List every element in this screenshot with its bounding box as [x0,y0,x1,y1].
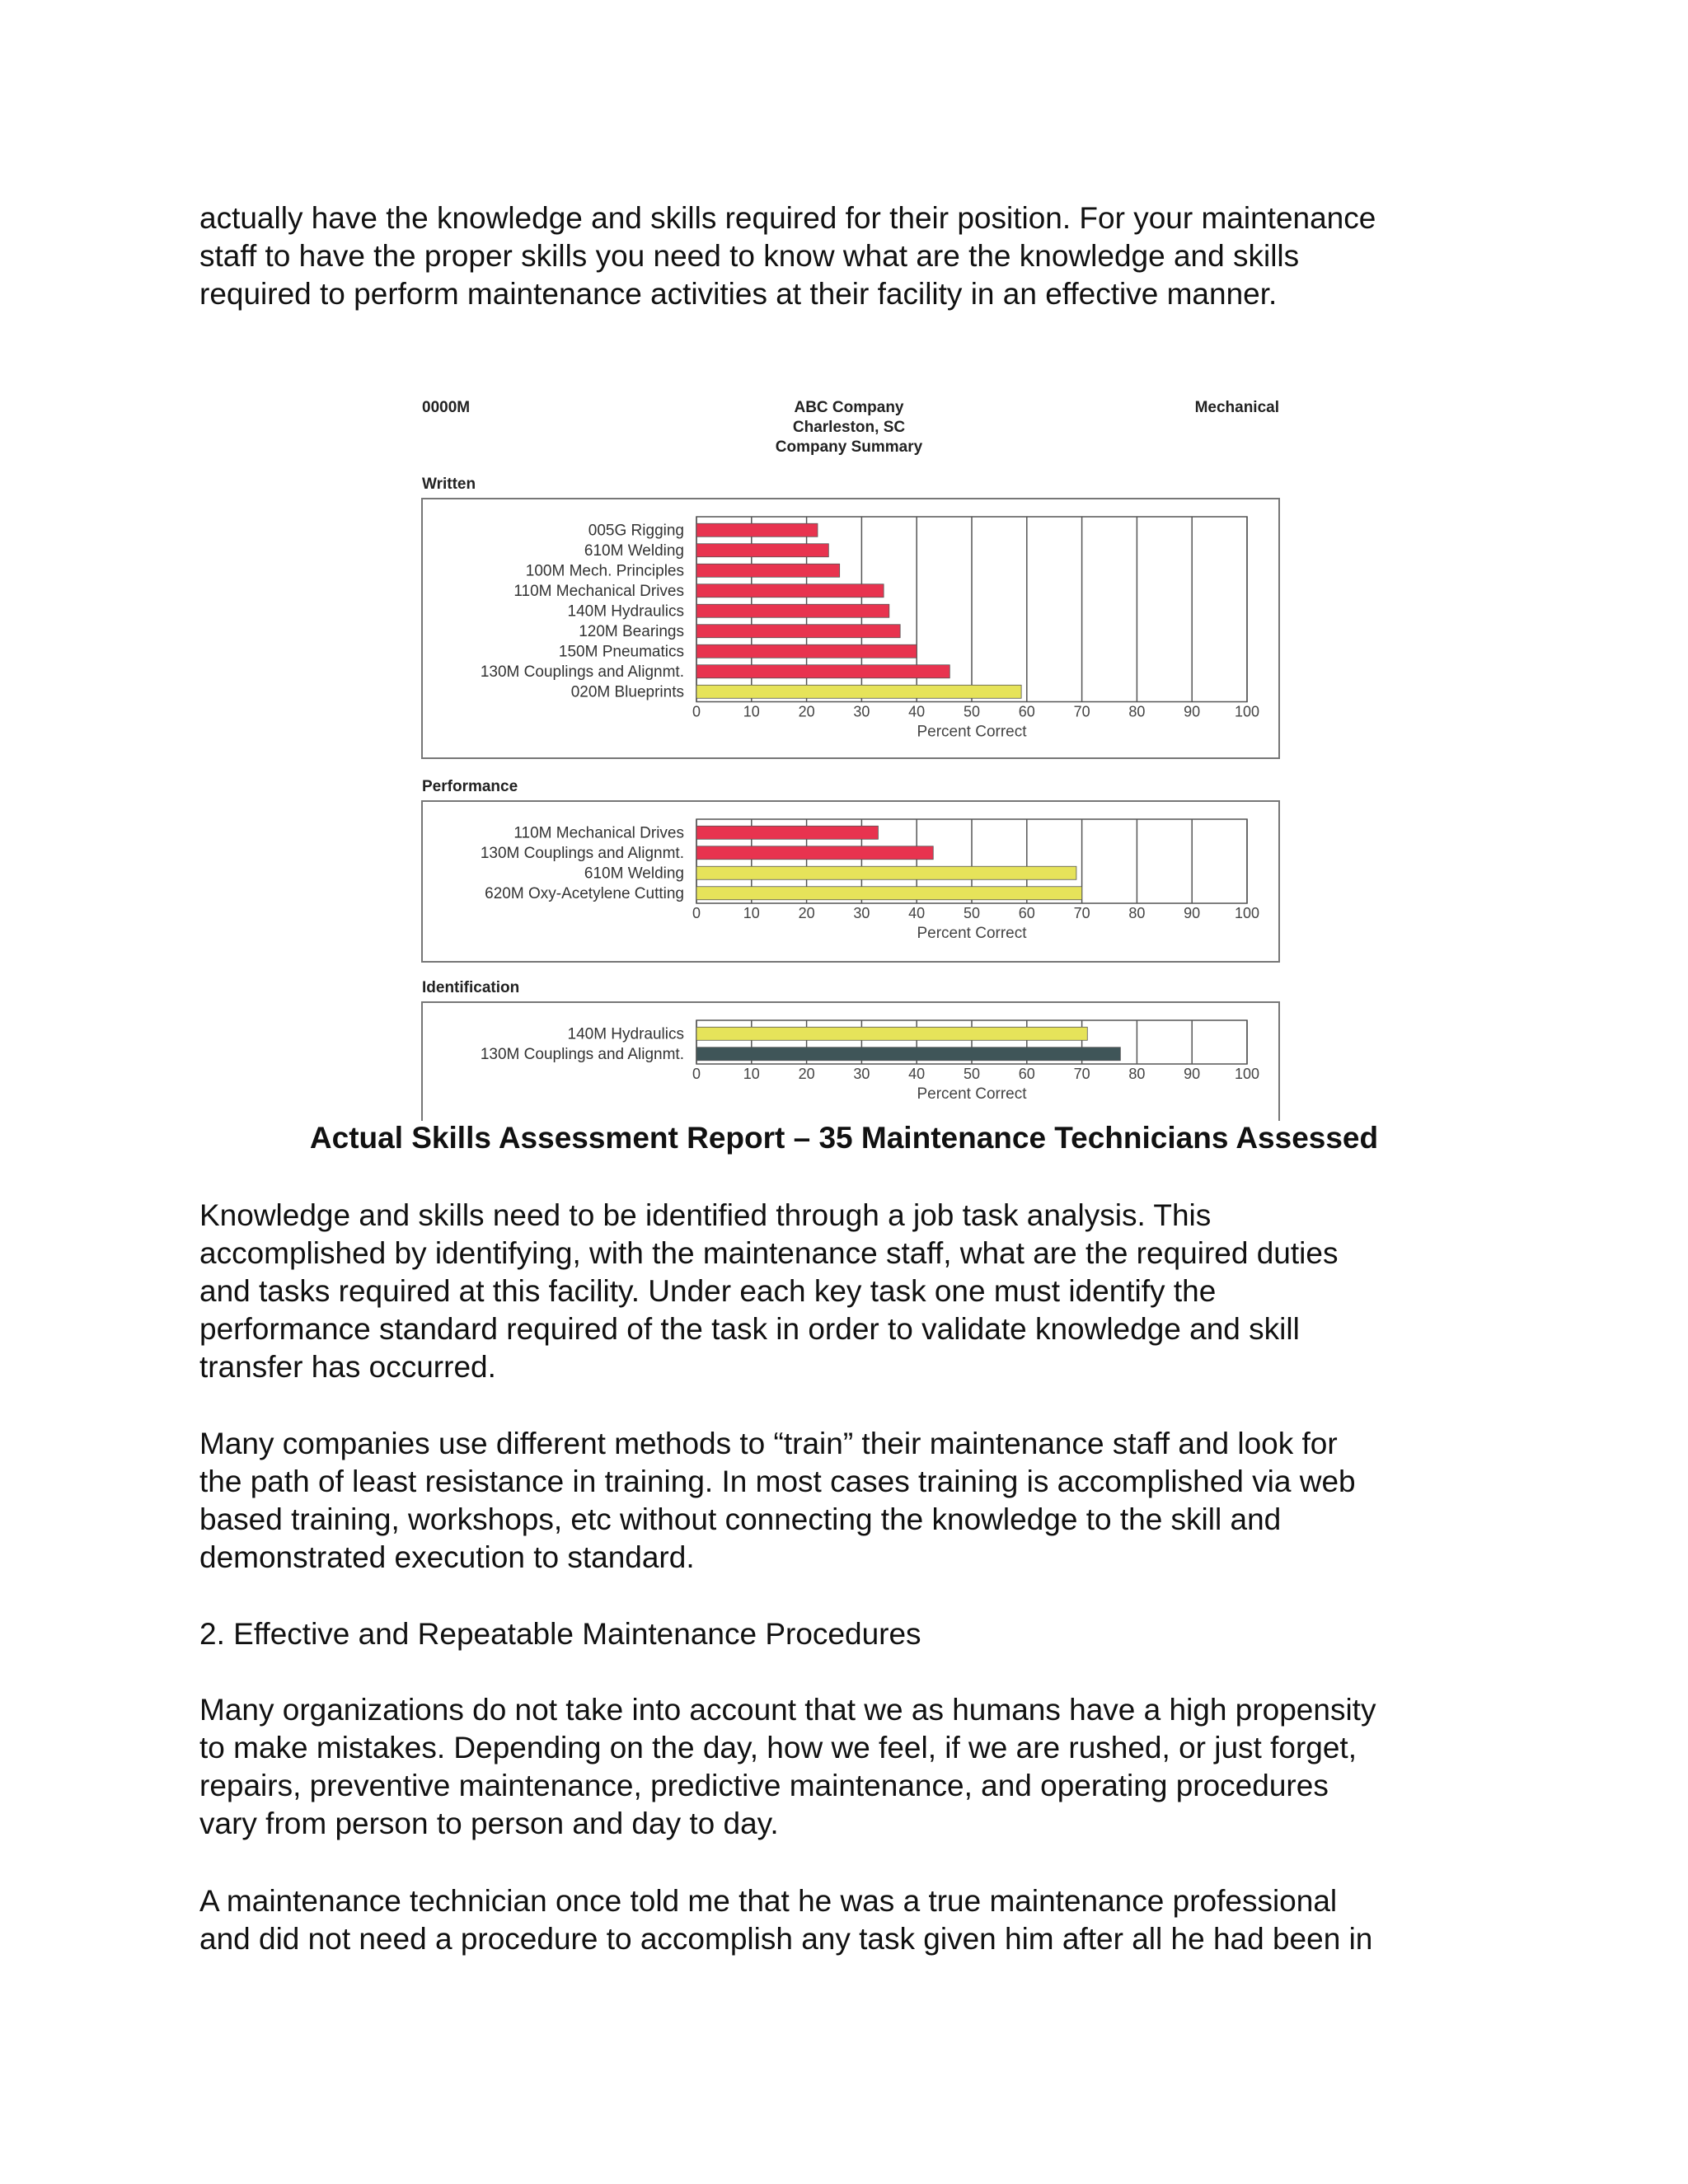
skills-assessment-chart [412,387,1294,1121]
category-label: 610M Welding [584,865,684,883]
x-tick-label: 40 [908,905,926,921]
text-line: transfer has occurred. [199,1350,496,1384]
text-line: staff to have the proper skills you need to know what are the knowledge and skills [199,239,1300,273]
x-tick-label: 90 [1184,1066,1201,1082]
x-axis-label: Percent Correct [917,723,1027,741]
x-tick-label: 90 [1184,703,1201,720]
text-line: Many organizations do not take into account that we as humans have a high propensity [199,1693,1376,1727]
report-code: 0000M [422,399,471,416]
category-label: 620M Oxy-Acetylene Cutting [485,884,684,902]
category-label: 150M Pneumatics [558,643,684,661]
x-tick-label: 40 [908,1066,926,1082]
category-label: 110M Mechanical Drives [513,824,684,842]
x-tick-label: 50 [963,1066,981,1082]
company-location: Charleston, SC [792,419,906,436]
category-label: 140M Hydraulics [567,602,684,621]
x-tick-label: 10 [743,703,760,720]
category-label: 120M Bearings [579,622,684,640]
text-line: repairs, preventive maintenance, predictive maintenance, and operating procedures [199,1769,1329,1802]
category-label: 005G Rigging [588,522,684,540]
text-line: required to perform maintenance activities at their facility in an effective manner. [199,277,1278,311]
bar [696,1047,1120,1061]
x-tick-label: 10 [743,1066,760,1082]
heading-text: 2. Effective and Repeatable Maintenance Procedures [199,1617,921,1651]
bar [696,887,1082,900]
x-tick-label: 60 [1018,905,1035,921]
x-tick-label: 30 [853,703,870,720]
panel-title: Identification [422,979,520,996]
x-tick-label: 80 [1128,1066,1146,1082]
x-tick-label: 10 [743,905,760,921]
text-line: demonstrated execution to standard. [199,1540,695,1574]
text-line: A maintenance technician once told me that he was a true maintenance professional [199,1884,1338,1918]
bar [696,604,889,617]
bar [696,625,900,638]
x-axis-label: Percent Correct [917,1085,1027,1103]
text-line: to make mistakes. Depending on the day, how we feel, if we are rushed, or just forget, [199,1731,1357,1765]
x-axis-label: Percent Correct [917,925,1027,942]
x-tick-label: 80 [1128,703,1146,720]
bar [696,1027,1087,1040]
category-label: 130M Couplings and Alignmt. [480,1045,684,1063]
chart-panel-identification [422,979,1279,1121]
text-line: Many companies use different methods to “train” their maintenance staff and look for [199,1427,1338,1460]
intro-paragraph [199,199,1518,313]
bar [696,665,950,678]
category-label: 100M Mech. Principles [525,562,684,580]
category-label: 020M Blueprints [570,683,684,701]
x-tick-label: 90 [1184,905,1201,921]
x-tick-label: 70 [1073,703,1090,720]
skills-assessment-figure [412,387,1294,1121]
figure-caption: Actual Skills Assessment Report – 35 Maintenance Technicians Assessed [309,1121,1379,1155]
bar [696,866,1076,879]
text-line: accomplished by identifying, with the maintenance staff, what are the required duties [199,1236,1339,1270]
x-tick-label: 0 [692,703,701,720]
bar [696,584,884,598]
x-tick-label: 70 [1073,905,1090,921]
category-label: 110M Mechanical Drives [513,582,684,600]
x-tick-label: 100 [1234,1066,1260,1082]
x-tick-label: 50 [963,905,981,921]
paragraph-job-task-analysis [199,1197,1518,1386]
paragraph-human-error [199,1691,1518,1843]
x-tick-label: 0 [692,1066,701,1082]
bar [696,523,818,537]
bar [696,544,828,557]
chart-panel-written [422,476,1279,758]
x-tick-label: 100 [1234,703,1260,720]
text-line: and tasks required at this facility. Under each key task one must identify the [199,1274,1217,1308]
text-line: performance standard required of the task in order to validate knowledge and skill [199,1312,1300,1346]
x-tick-label: 60 [1018,1066,1035,1082]
category-label: 140M Hydraulics [567,1025,684,1043]
x-tick-label: 100 [1234,905,1260,921]
x-tick-label: 0 [692,905,701,921]
x-tick-label: 70 [1073,1066,1090,1082]
bar [696,826,878,839]
paragraph-training-methods [199,1425,1518,1577]
category-label: 130M Couplings and Alignmt. [480,663,684,681]
category-label: 130M Couplings and Alignmt. [480,844,684,862]
report-type: Company Summary [775,438,923,456]
x-tick-label: 20 [798,1066,815,1082]
section-heading [199,1615,1518,1653]
bar [696,564,840,577]
bar [696,644,917,658]
bar [696,846,933,860]
category-label: 610M Welding [584,541,684,560]
discipline-label: Mechanical [1194,399,1279,416]
x-tick-label: 20 [798,905,815,921]
text-line: Knowledge and skills need to be identified through a job task analysis. This [199,1198,1212,1232]
text-line: vary from person to person and day to day. [199,1807,779,1840]
panel-title: Performance [422,778,518,795]
x-tick-label: 30 [853,905,870,921]
text-line: the path of least resistance in training. In most cases training is accomplished via web [199,1465,1356,1498]
x-tick-label: 60 [1018,703,1035,720]
company-name: ABC Company [794,399,904,416]
text-line: based training, workshops, etc without connecting the knowledge to the skill and [199,1502,1282,1536]
x-tick-label: 20 [798,703,815,720]
bar [696,685,1021,698]
text-line: actually have the knowledge and skills required for their position. For your maintenance [199,201,1376,235]
x-tick-label: 30 [853,1066,870,1082]
chart-panels [422,476,1279,1121]
panel-title: Written [422,476,476,493]
x-tick-label: 50 [963,703,981,720]
text-line: and did not need a procedure to accomplish any task given him after all he had been in [199,1922,1373,1956]
paragraph-technician-anecdote [199,1882,1518,1958]
x-tick-label: 80 [1128,905,1146,921]
chart-panel-performance [422,778,1279,962]
x-tick-label: 40 [908,703,926,720]
